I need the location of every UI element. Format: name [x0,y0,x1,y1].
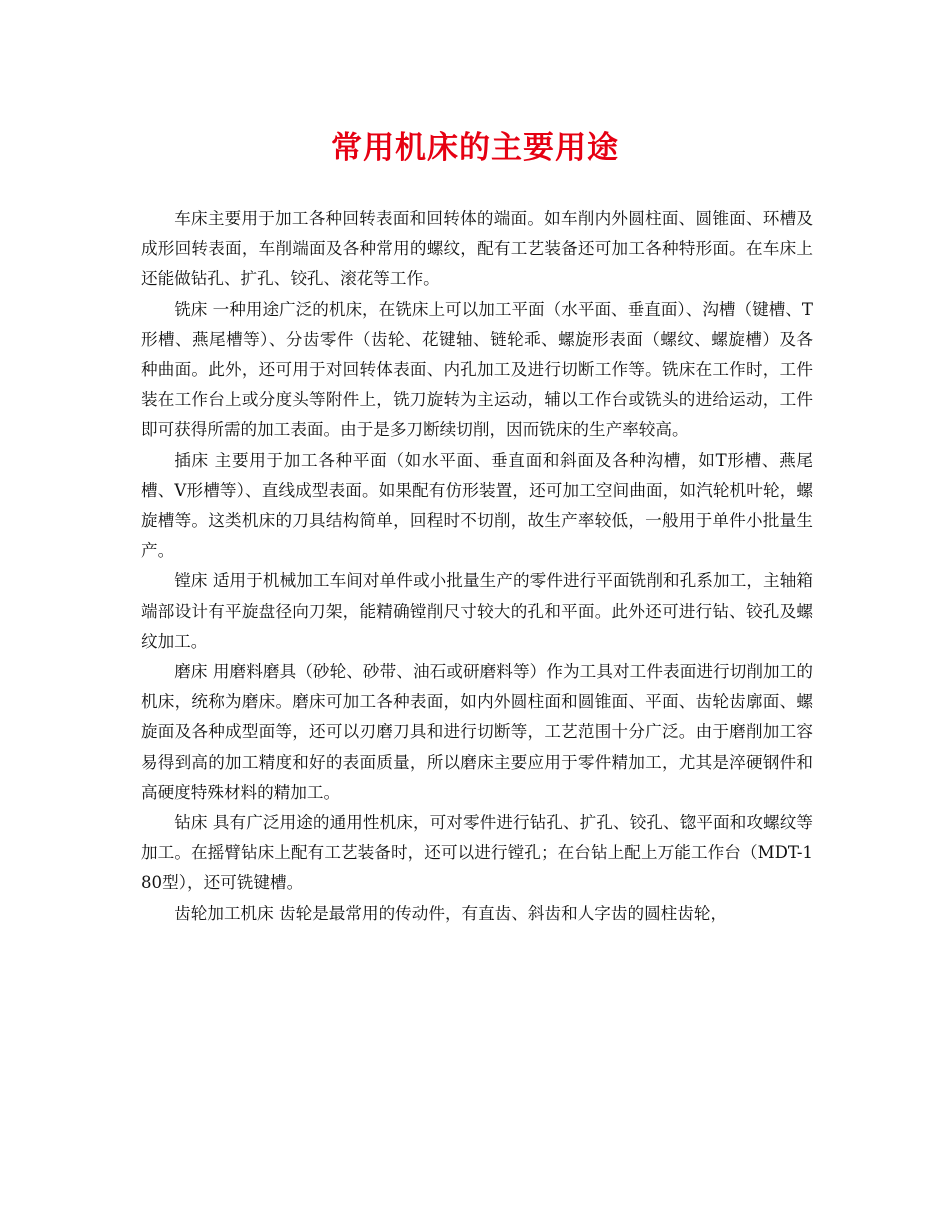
paragraph-milling-machine: 铣床 一种用途广泛的机床，在铣床上可以加工平面（水平面、垂直面）、沟槽（键槽、T形槽、燕尾槽等）、分齿零件（齿轮、花键轴、链轮乖、螺旋形表面（螺纹、螺旋槽）及各种曲面。此外，还可用于对回转体表面、内孔加工及进行切断工作等。铣床在工作时，工件装在工作台上或分度头等附件上，铣刀旋转为主运动，辅以工作台或铣头的进给运动，工件即可获得所需的加工表面。由于是多刀断续切削，因而铣床的生产率较高。 [141,299,813,440]
paragraph-grinding-machine: 磨床 用磨料磨具（砂轮、砂带、油石或研磨料等）作为工具对工件表面进行切削加工的机床，统称为磨床。磨床可加工各种表面，如内外圆柱面和圆锥面、平面、齿轮齿廓面、螺旋面及各种成型面等，还可以刃磨刀具和进行切断等，工艺范围十分广泛。由于磨削加工容易得到高的加工精度和好的表面质量，所以磨床主要应用于零件精加工，尤其是淬硬钢件和高硬度特殊材料的精加工。 [141,662,813,802]
paragraph-drilling-machine: 钻床 具有广泛用途的通用性机床，可对零件进行钻孔、扩孔、铰孔、锪平面和攻螺纹等加工。在摇臂钻床上配有工艺装备时，还可以进行镗孔；在台钻上配上万能工作台（MDT-180型），还可铣键槽。 [141,813,813,893]
paragraph-slotting-machine: 插床 主要用于加工各种平面（如水平面、垂直面和斜面及各种沟槽，如T形槽、燕尾槽、V形槽等）、直线成型表面。如果配有仿形装置，还可加工空间曲面，如汽轮机叶轮，螺旋槽等。这类机床的刀具结构简单，回程时不切削，故生产率较低，一般用于单件小批量生产。 [141,450,813,561]
page-title: 常用机床的主要用途 [331,130,619,166]
paragraph-gear-machine: 齿轮加工机床 齿轮是最常用的传动件，有直齿、斜齿和人字齿的圆柱齿轮， [174,903,728,923]
paragraph-boring-machine: 镗床 适用于机械加工车间对单件或小批量生产的零件进行平面铣削和孔系加工，主轴箱端部设计有平旋盘径向刀架，能精确镗削尺寸较大的孔和平面。此外还可进行钻、铰孔及螺纹加工。 [141,571,813,651]
document-body [141,204,813,929]
paragraph-lathe: 车床主要用于加工各种回转表面和回转体的端面。如车削内外圆柱面、圆锥面、环槽及成形回转表面，车削端面及各种常用的螺纹，配有工艺装备还可加工各种特形面。在车床上还能做钻孔、扩孔、铰孔、滚花等工作。 [141,209,813,289]
